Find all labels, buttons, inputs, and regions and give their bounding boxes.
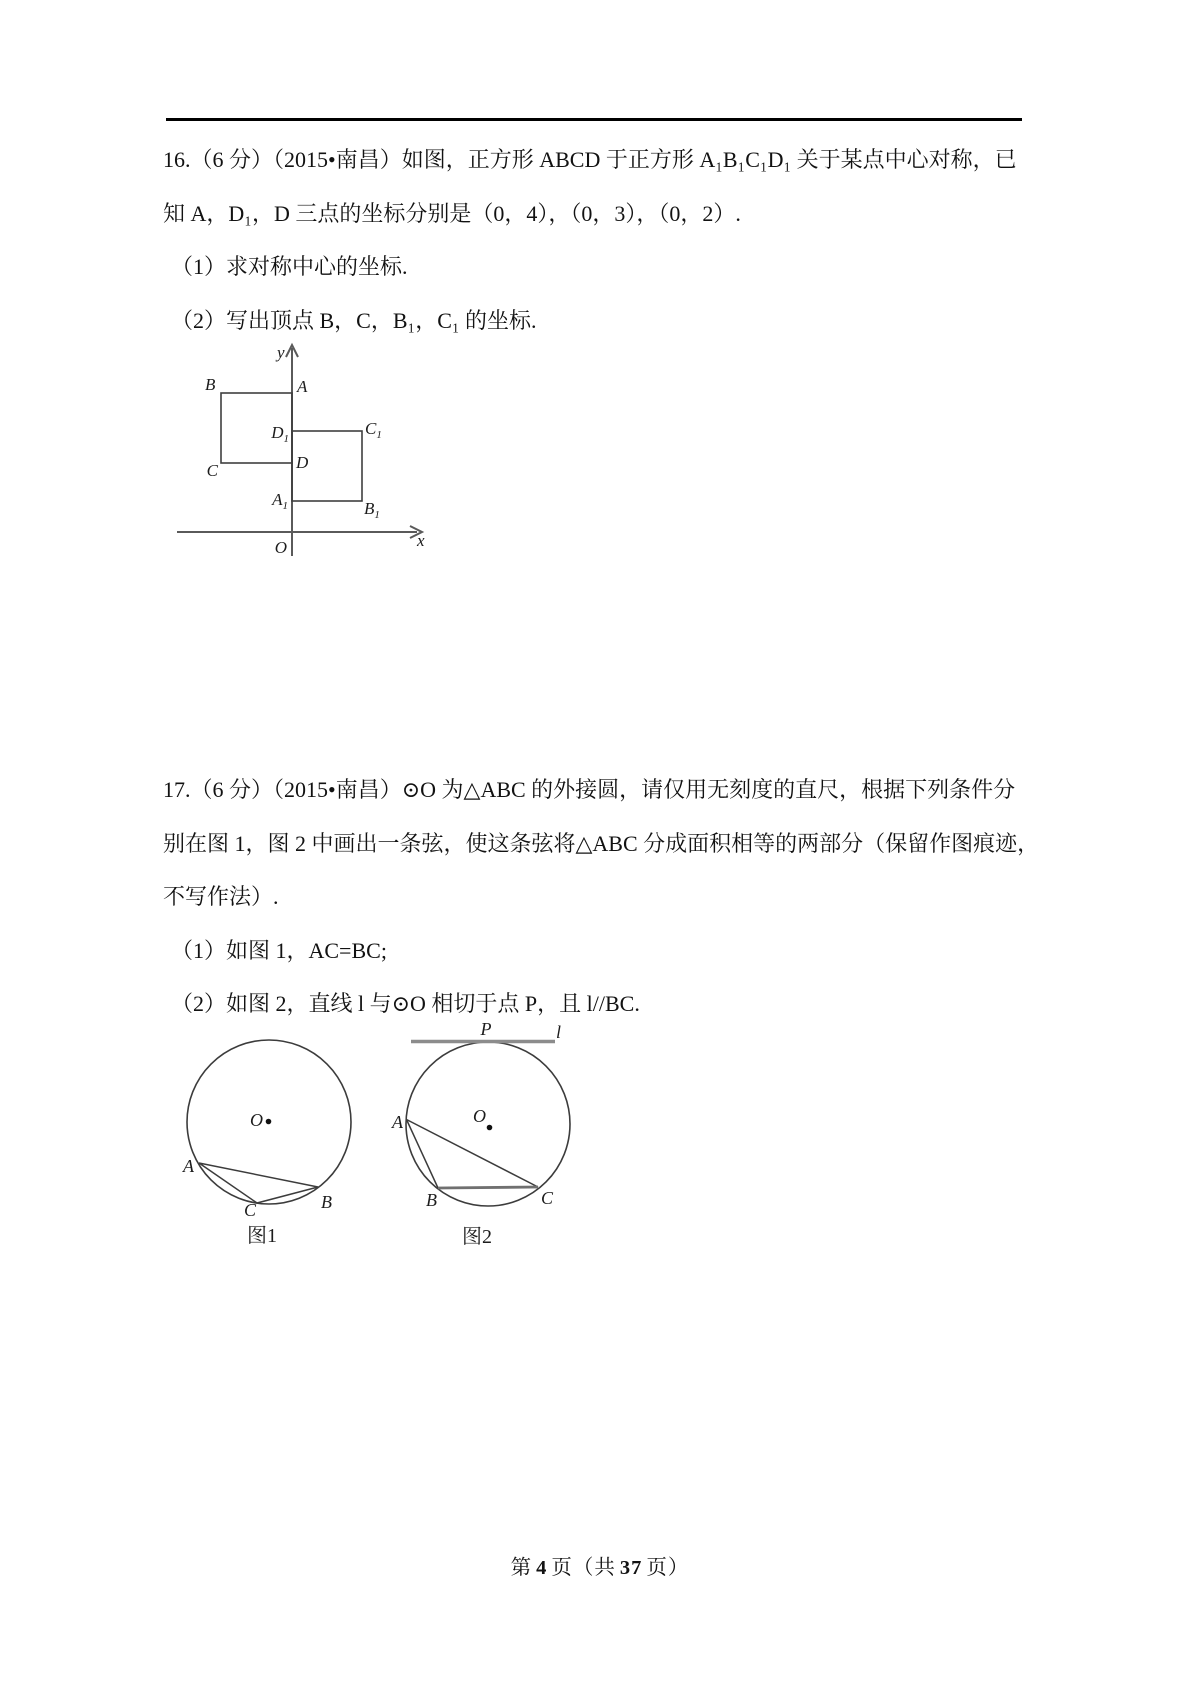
top-rule bbox=[166, 118, 1022, 121]
fig2-caption: 图2 bbox=[462, 1226, 492, 1248]
fig2-label-b: B bbox=[426, 1190, 437, 1210]
problem-16-text bbox=[163, 133, 1017, 347]
fig2-label-l: l bbox=[556, 1022, 562, 1042]
label-y-axis: y bbox=[277, 343, 285, 362]
circle-2-center-dot bbox=[487, 1125, 493, 1131]
label-b1: $B_1$ bbox=[364, 499, 380, 521]
page-footer bbox=[0, 1550, 1200, 1580]
problem-16-figure bbox=[165, 340, 435, 562]
problem-16-item-1: （1）求对称中心的坐标. bbox=[171, 254, 408, 279]
label-d1: $D_1$ bbox=[271, 423, 289, 445]
problem-16-item-2: （2）写出顶点 B，C，B₁，C₁ 的坐标. bbox=[171, 307, 537, 333]
fig2-label-c: C bbox=[541, 1188, 554, 1208]
problem-17-line-2: 别在图 1，图 2 中画出一条弦，使这条弦将△ABC 分成面积相等的两部分（保留作图痕迹， bbox=[163, 830, 1040, 856]
footer-page-number: 4 bbox=[536, 1557, 548, 1579]
label-x-axis: x bbox=[417, 531, 425, 550]
problem-17-line-3: 不写作法）. bbox=[163, 884, 279, 909]
label-b: B bbox=[205, 375, 216, 394]
circle-1-center-dot bbox=[266, 1119, 272, 1125]
fig1-label-o: O bbox=[250, 1110, 263, 1130]
fig2-label-p: P bbox=[480, 1019, 492, 1039]
label-c1: $C_1$ bbox=[365, 419, 382, 441]
label-origin: O bbox=[274, 538, 287, 557]
fig1-label-b: B bbox=[321, 1192, 332, 1212]
label-a1: $A_1$ bbox=[272, 490, 288, 512]
fig1-label-c: C bbox=[244, 1200, 257, 1220]
problem-16-line-1: 16.（6 分）（2015•南昌）如图，正方形 ABCD 于正方形 A₁B₁C₁D₁ 关于某点中心对称，已 bbox=[163, 147, 1017, 172]
footer-total-pages: 37 bbox=[619, 1557, 643, 1579]
problem-16-line-2: 知 A，D₁，D 三点的坐标分别是（0，4），（0，3），（0，2）. bbox=[163, 200, 741, 226]
problem-17-item-2: （2）如图 2，直线 l 与⊙O 相切于点 P，且 l//BC. bbox=[171, 991, 640, 1016]
fig1-caption: 图1 bbox=[247, 1225, 277, 1247]
problem-17-item-1: （1）如图 1，AC=BC; bbox=[171, 937, 387, 963]
fig2-label-o: O bbox=[473, 1106, 486, 1126]
label-d: D bbox=[296, 453, 309, 472]
label-c: C bbox=[206, 461, 218, 480]
footer-middle: 页（共 bbox=[551, 1557, 616, 1579]
label-a: A bbox=[297, 377, 308, 396]
problem-17-figure bbox=[165, 1015, 605, 1265]
problem-17-text bbox=[163, 763, 1039, 1031]
chord-bc bbox=[438, 1187, 538, 1188]
circle-2 bbox=[406, 1042, 570, 1206]
fig1-label-a: A bbox=[183, 1156, 194, 1176]
footer-suffix: 页） bbox=[646, 1557, 690, 1579]
problem-17-line-1: 17.（6 分）（2015•南昌）⊙O 为△ABC 的外接圆，请仅用无刻度的直尺，根据下列条件分 bbox=[163, 777, 1016, 802]
footer-prefix: 第 bbox=[510, 1557, 533, 1579]
fig2-label-a: A bbox=[392, 1112, 403, 1132]
